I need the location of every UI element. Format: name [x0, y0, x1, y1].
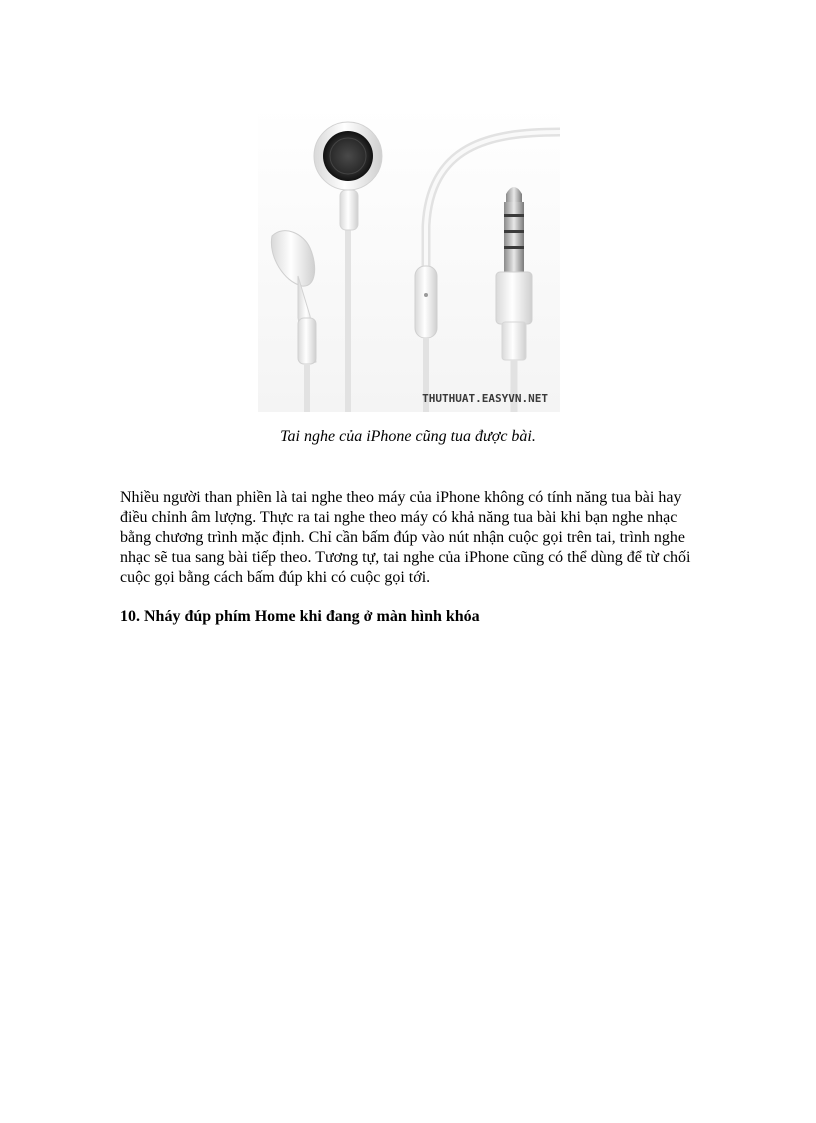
watermark-text: THUTHUAT.EASYVN.NET: [422, 392, 548, 405]
figure-caption: Tai nghe của iPhone cũng tua được bài.: [280, 428, 536, 445]
section-heading: 10. Nháy đúp phím Home khi đang ở màn hình khóa: [120, 608, 480, 625]
body-paragraph: [120, 488, 700, 588]
earphones-photo: [258, 106, 560, 412]
paragraph-line: Nhiều người than phiền là tai nghe theo máy của iPhone không có tính năng tua bài hay: [120, 489, 682, 506]
paragraph-line: nhạc sẽ tua sang bài tiếp theo. Tương tự, tai nghe của iPhone cũng có thể dùng để từ chối: [120, 549, 691, 566]
paragraph-line: điều chỉnh âm lượng. Thực ra tai nghe theo máy có khả năng tua bài khi bạn nghe nhạc: [120, 509, 678, 526]
earphones-illustration: [258, 106, 560, 412]
paragraph-line: bằng chương trình mặc định. Chỉ cần bấm đúp vào nút nhận cuộc gọi trên tai, trình nghe: [120, 529, 685, 546]
paragraph-line: cuộc gọi bằng cách bấm đúp khi có cuộc gọi tới.: [120, 569, 431, 586]
